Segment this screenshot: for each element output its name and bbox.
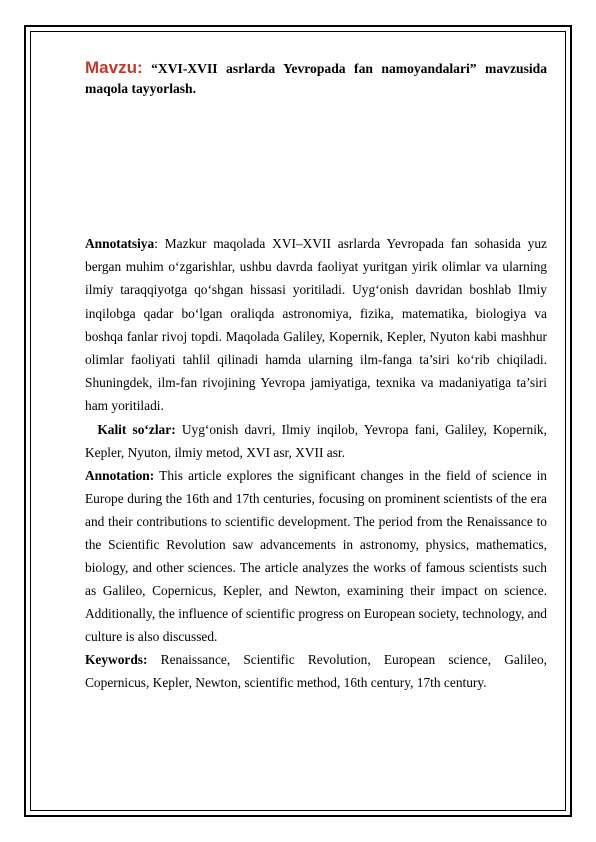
document-title: [85, 58, 547, 99]
annotation-text: This article explores the significant changes in the field of science in Europe during the 16th and 17th centuries, focusing on prominent scientists of the era and their contributions to scientific development. The period from the Renaissance to the Scientific Revolution saw advancements in astronomy, physics, mathematics, biology, and other sciences. The article analyzes the works of famous scientists such as Galileo, Copernicus, Kepler, and Newton, examining their impact on science. Additionally, the influence of scientific progress on European society, technology, and culture is also discussed.: [85, 468, 547, 645]
kalit-sozlar-paragraph: [85, 418, 547, 464]
annotation-label: Annotation:: [85, 468, 155, 484]
title-topic: “XVI-XVII asrlarda Yevropada fan namoyandalari” mavzusida maqola tayyorlash.: [85, 61, 547, 96]
keywords-text: Renaissance, Scientific Revolution, European science, Galileo, Copernicus, Kepler, Newton, scientific method, 16th century, 17th century.: [85, 652, 547, 691]
annotation-paragraph: [85, 464, 547, 648]
kalit-sozlar-text: Uyg‘onish davri, Ilmiy inqilob, Yevropa fani, Galiley, Kopernik, Kepler, Nyuton, ilmiy metod, XVI asr, XVII asr.: [85, 421, 547, 460]
annotatsiya-text: : Mazkur maqolada XVI–XVII asrlarda Yevropada fan sohasida yuz bergan muhim o‘zgarishlar, ushbu davrda faoliyat yuritgan yirik olimlar va ularning ilmiy taraqqiyotga qo‘shgan hissasi yoritiladi. Uyg‘onish davridan boshlab Ilmiy inqilobga qadar bo‘lgan oraliqda astronomiya, fizika, matematika, biologiya va boshqa fanlar rivoj topdi. Maqolada Galiley, Kopernik, Kepler, Nyuton kabi mashhur olimlar faoliyati tahlil qilinadi hamda ularning ilm-fanga ta’siri ko‘rib chiqiladi. Shuningdek, ilm-fan rivojining Yevropa jamiyatiga, texnika va madaniyatiga ta’siri ham yoritiladi.: [85, 236, 547, 414]
kalit-sozlar-label: Kalit so‘zlar:: [97, 421, 176, 437]
document-body: [85, 58, 547, 694]
annotatsiya-label: Annotatsiya: [85, 236, 155, 251]
annotatsiya-paragraph: [85, 232, 547, 418]
title-label: Mavzu:: [85, 58, 143, 77]
keywords-label: Keywords:: [85, 652, 148, 668]
keywords-paragraph: [85, 648, 547, 694]
